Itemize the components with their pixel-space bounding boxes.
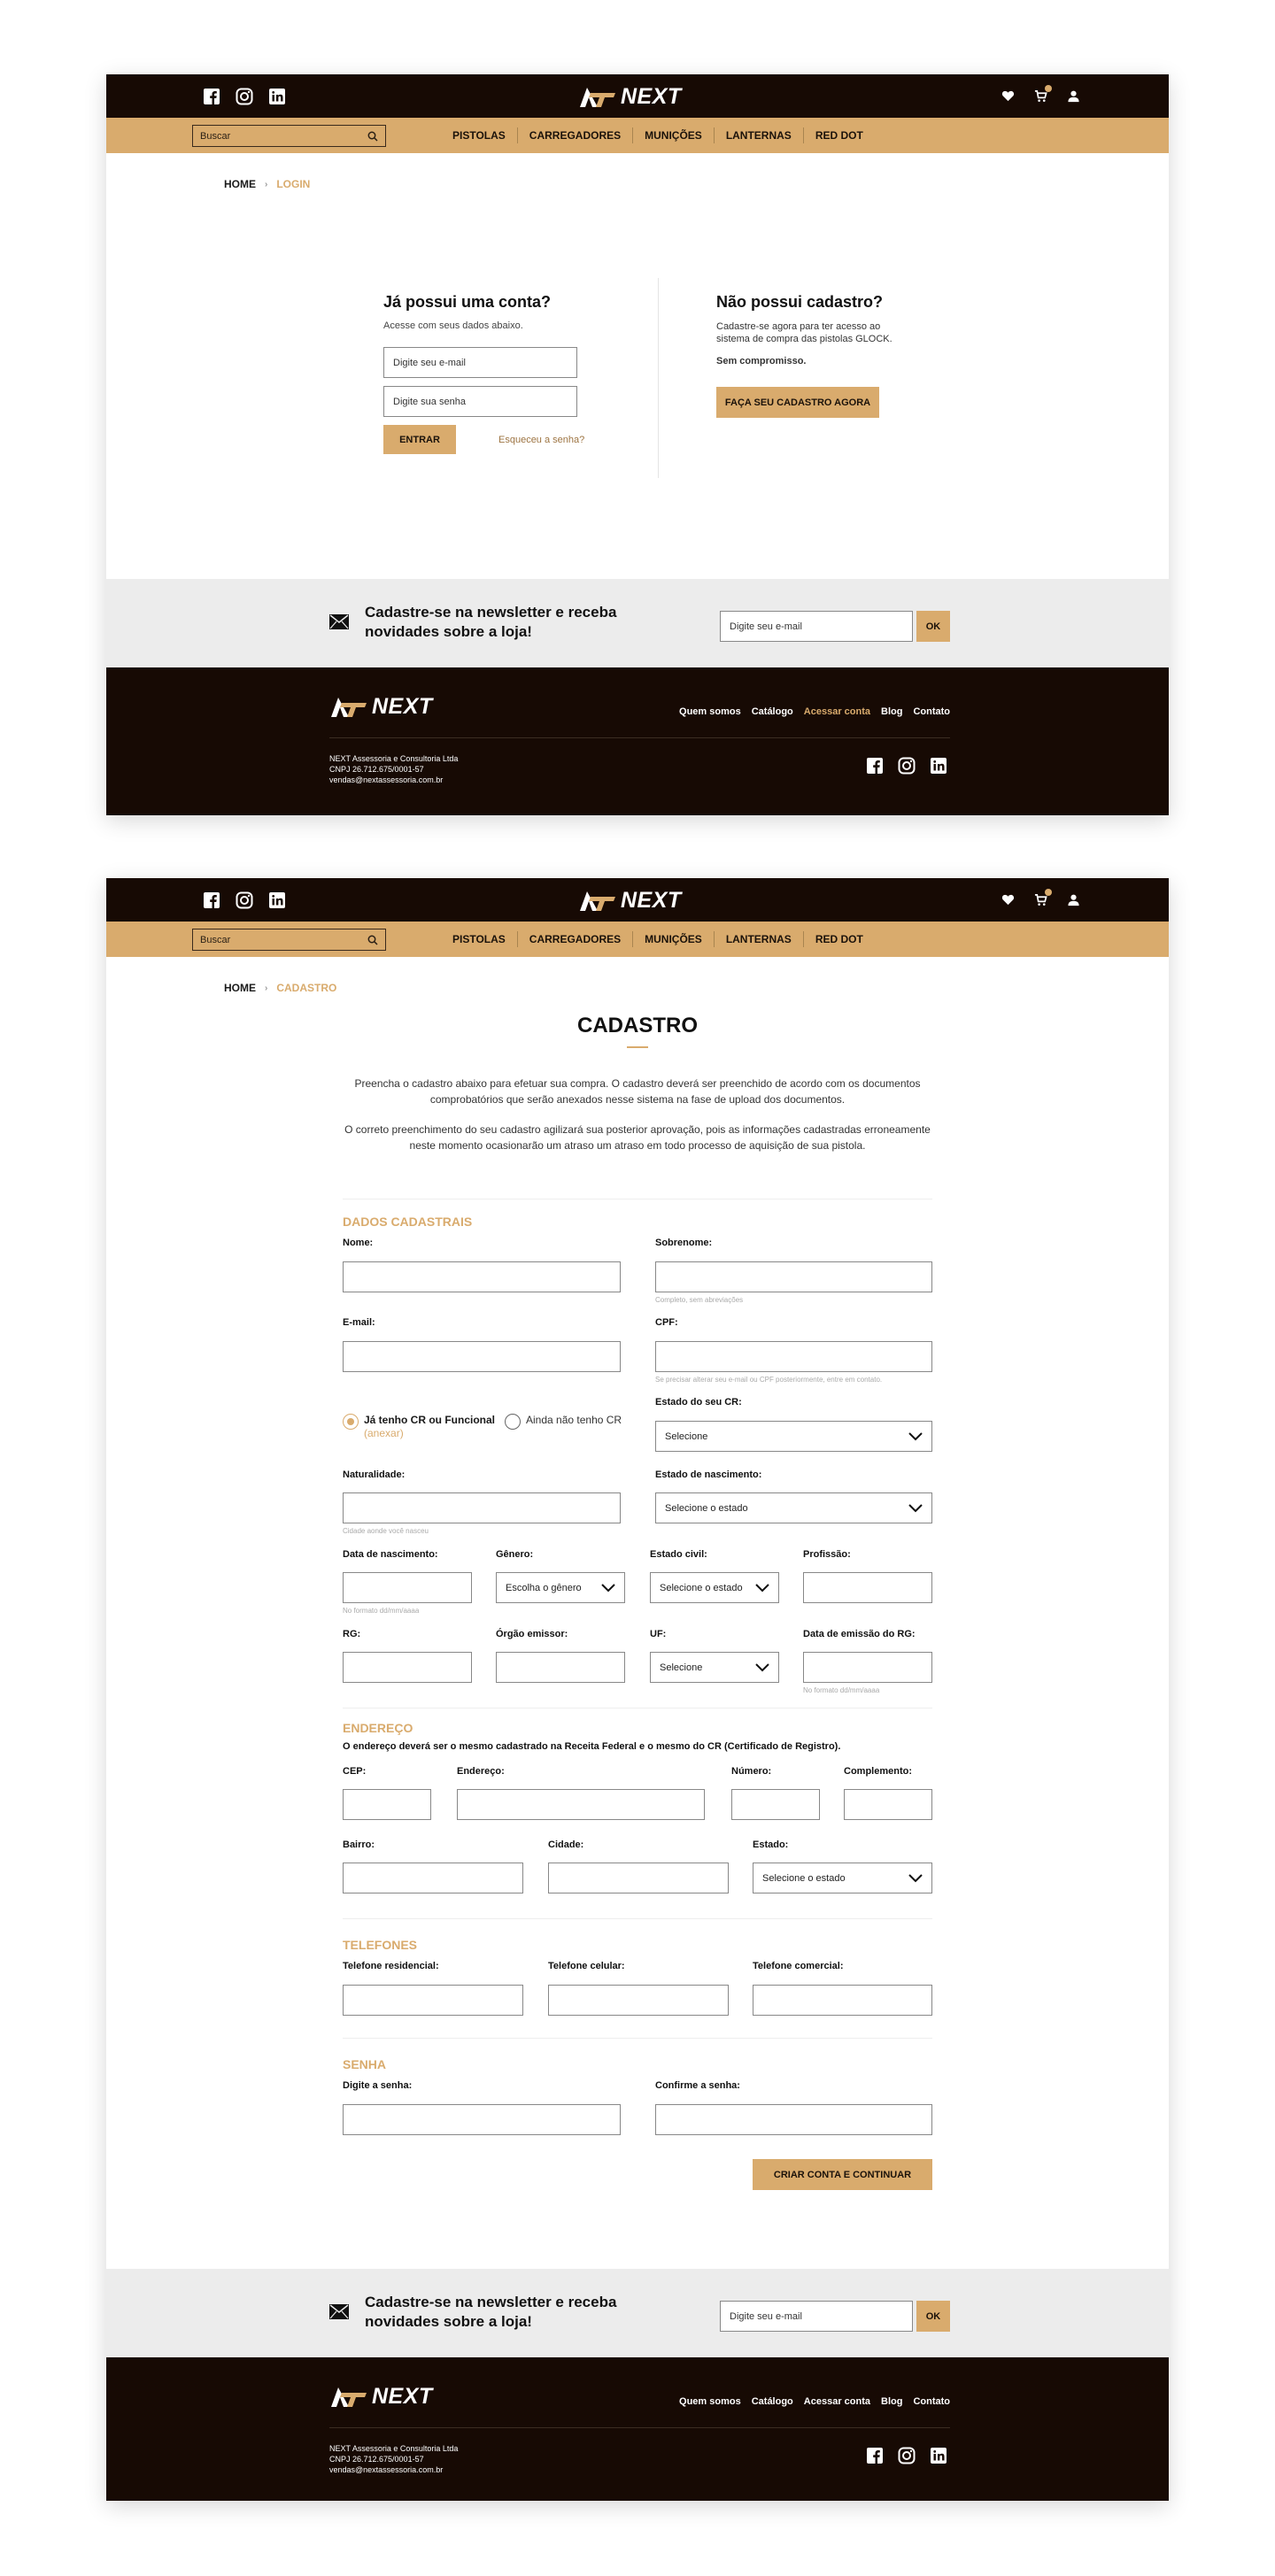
estado-cr-select[interactable] [655, 1421, 932, 1452]
footer [106, 667, 1169, 815]
logo-mark-icon [578, 890, 617, 913]
nav-municoes[interactable]: MUNIÇÕES [632, 127, 714, 143]
email-input[interactable] [343, 1341, 621, 1372]
naturalidade-input[interactable] [343, 1492, 621, 1523]
nav-bar [106, 922, 1169, 957]
senha-input[interactable] [343, 2104, 621, 2135]
cidade-input[interactable] [548, 1863, 729, 1893]
footer-links [679, 2396, 950, 2407]
search-box[interactable] [192, 125, 386, 147]
uf-select[interactable] [650, 1652, 779, 1683]
company-name: NEXT Assessoria e Consultoria Ltda [329, 2444, 459, 2453]
footer-company-info [329, 753, 458, 785]
footer-link-acessar-conta[interactable]: Acessar conta [803, 2396, 870, 2407]
estado-nascimento-value: Selecione o estado [665, 1502, 748, 1514]
complemento-input[interactable] [844, 1789, 932, 1820]
company-cnpj: CNPJ 26.712.675/0001-57 [329, 765, 424, 774]
section-divider [343, 1918, 932, 1919]
nav-pistolas[interactable]: PISTOLAS [452, 129, 506, 142]
main-nav [441, 922, 875, 957]
instagram-icon[interactable] [236, 88, 253, 105]
hint-data-emissao-rg: No formato dd/mm/aaaa [803, 1686, 880, 1694]
footer-divider [329, 2427, 950, 2428]
label-data-nascimento: Data de nascimento: [343, 1549, 438, 1560]
address-note: O endereço deverá ser o mesmo cadastrado na Receita Federal e o mesmo do CR (Certificado de Registro). [343, 1741, 841, 1752]
sobrenome-input[interactable] [655, 1261, 932, 1292]
estado-cr-value: Selecione [665, 1431, 708, 1442]
breadcrumb-current: CADASTRO [276, 982, 337, 994]
nav-red-dot[interactable]: RED DOT [803, 931, 875, 947]
hint-sobrenome: Completo, sem abreviações [655, 1296, 744, 1304]
newsletter-bar [106, 579, 1169, 667]
cep-input[interactable] [343, 1789, 431, 1820]
footer-link-catalogo[interactable]: Catálogo [751, 2396, 793, 2407]
radio-no-cr-label: Ainda não tenho CR [526, 1414, 622, 1426]
cart-badge [1045, 85, 1052, 92]
radio-has-cr-label: Já tenho CR ou Funcional [364, 1414, 496, 1426]
newsletter-ok-button[interactable]: OK [916, 2301, 950, 2332]
hint-cpf: Se precisar alterar seu e-mail ou CPF posteriormente, entre em contato. [655, 1376, 883, 1384]
footer-link-contato[interactable]: Contato [913, 706, 950, 717]
footer-company-info [329, 2443, 458, 2475]
label-data-emissao-rg: Data de emissão do RG: [803, 1629, 916, 1639]
user-icon[interactable] [1067, 893, 1080, 906]
hint-naturalidade: Cidade aonde você nasceu [343, 1527, 429, 1535]
bairro-input[interactable] [343, 1863, 523, 1893]
footer-link-quem-somos[interactable]: Quem somos [679, 2396, 741, 2407]
login-title: Já possui uma conta? [383, 293, 552, 311]
linkedin-icon[interactable] [930, 757, 947, 775]
breadcrumb-home[interactable]: HOME [224, 982, 256, 994]
label-bairro: Bairro: [343, 1839, 375, 1850]
footer-social [866, 2447, 947, 2464]
social-links [203, 891, 286, 909]
label-cidade: Cidade: [548, 1839, 584, 1850]
footer-link-blog[interactable]: Blog [881, 706, 903, 717]
attach-link[interactable]: (anexar) [364, 1427, 404, 1439]
search-box[interactable] [192, 929, 386, 951]
footer-link-catalogo[interactable]: Catálogo [751, 706, 793, 717]
column-divider [658, 278, 659, 478]
login-subtitle: Acesse com seus dados abaixo. [383, 320, 523, 331]
uf-value: Selecione [660, 1662, 703, 1673]
utility-icons [1001, 893, 1080, 906]
radio-circle-selected[interactable] [343, 1414, 359, 1430]
data-emissao-rg-input[interactable] [803, 1652, 932, 1683]
nav-carregadores[interactable]: CARREGADORES [517, 127, 632, 143]
intro-paragraph-1: Preencha o cadastro abaixo para efetuar sua compra. O cadastro deverá ser preenchido de acordo com os documentos comprobatórios que serão anexados nesse sistema na fase de upload dos documentos. [354, 1077, 921, 1106]
mail-icon [329, 614, 349, 629]
chevron-down-icon [908, 1432, 923, 1441]
footer-logo[interactable] [329, 694, 433, 720]
login-page [106, 74, 1169, 815]
chevron-right-icon: › [265, 179, 268, 189]
rg-input[interactable] [343, 1652, 472, 1683]
heart-icon[interactable] [1001, 893, 1015, 906]
login-button[interactable]: ENTRAR [383, 425, 456, 454]
radio-no-cr[interactable] [505, 1414, 622, 1430]
main-nav [441, 118, 875, 153]
intro-paragraph-2: O correto preenchimento do seu cadastro agilizará sua posterior aprovação, pois as informações cadastradas erroneamente neste momento ocasionarão um atraso um atraso em todo processo de aquisição de sua pistola. [344, 1123, 931, 1152]
nav-pistolas[interactable]: PISTOLAS [452, 933, 506, 945]
footer-logo[interactable] [329, 2384, 433, 2410]
page-title: CADASTRO [577, 1014, 698, 1037]
forgot-password-link[interactable]: Esqueceu a senha? [498, 434, 585, 445]
brand-name: NEXT [621, 888, 682, 913]
label-senha: Digite a senha: [343, 2080, 413, 2091]
instagram-icon[interactable] [898, 2447, 916, 2464]
estado-nascimento-select[interactable] [655, 1492, 932, 1523]
label-nome: Nome: [343, 1238, 374, 1248]
label-cpf: CPF: [655, 1317, 678, 1328]
signup-button[interactable]: FAÇA SEU CADASTRO AGORA [716, 387, 879, 418]
label-uf: UF: [650, 1629, 667, 1639]
endereco-input[interactable] [457, 1789, 705, 1820]
label-estado-cr: Estado do seu CR: [655, 1397, 742, 1408]
section-title-password: SENHA [343, 2057, 387, 2071]
brand-logo[interactable] [578, 888, 682, 914]
facebook-icon[interactable] [866, 2447, 884, 2464]
label-naturalidade: Naturalidade: [343, 1469, 406, 1480]
label-estado-civil: Estado civil: [650, 1549, 707, 1560]
breadcrumb-current: LOGIN [276, 178, 311, 190]
linkedin-icon[interactable] [268, 88, 286, 105]
breadcrumb [224, 982, 336, 994]
numero-input[interactable] [731, 1789, 820, 1820]
heart-icon[interactable] [1001, 89, 1015, 103]
footer-divider [329, 737, 950, 738]
nav-lanternas[interactable]: LANTERNAS [714, 931, 803, 947]
social-links [203, 88, 286, 105]
chevron-down-icon [908, 1874, 923, 1883]
footer-link-acessar-conta[interactable]: Acessar conta [803, 706, 870, 717]
nome-input[interactable] [343, 1261, 621, 1292]
label-genero: Gênero: [496, 1549, 534, 1560]
label-cep: CEP: [343, 1766, 367, 1777]
footer-link-blog[interactable]: Blog [881, 2396, 903, 2407]
title-underline [627, 1046, 648, 1048]
chevron-down-icon [601, 1584, 615, 1593]
profissao-input[interactable] [803, 1572, 932, 1603]
label-numero: Número: [731, 1766, 772, 1777]
breadcrumb [224, 178, 310, 190]
linkedin-icon[interactable] [268, 891, 286, 909]
newsletter-email-input[interactable]: Digite seu e-mail [720, 611, 913, 642]
confirme-senha-input[interactable] [655, 2104, 932, 2135]
section-title-personal: DADOS CADASTRAIS [343, 1215, 473, 1229]
logo-mark-icon [329, 2386, 368, 2409]
top-bar [106, 878, 1169, 922]
nav-bar [106, 118, 1169, 153]
chevron-right-icon: › [265, 983, 268, 993]
label-telefone-comercial: Telefone comercial: [753, 1961, 844, 1971]
footer-brand-name: NEXT [372, 2384, 433, 2409]
user-icon[interactable] [1067, 89, 1080, 103]
cart-button[interactable] [1034, 89, 1047, 103]
signup-text: Cadastre-se agora para ter acesso ao sistema de compra das pistolas GLOCK. [716, 321, 892, 344]
facebook-icon[interactable] [866, 757, 884, 775]
genero-value: Escolha o gênero [506, 1582, 582, 1593]
top-bar [106, 74, 1169, 118]
cart-badge [1045, 889, 1052, 896]
label-sobrenome: Sobrenome: [655, 1238, 713, 1248]
logo-mark-icon [578, 86, 617, 109]
instagram-icon[interactable] [898, 757, 916, 775]
newsletter-ok-button[interactable]: OK [916, 611, 950, 642]
cpf-input[interactable] [655, 1341, 932, 1372]
utility-icons [1001, 89, 1080, 103]
label-telefone-residencial: Telefone residencial: [343, 1961, 439, 1971]
search-input[interactable]: Buscar [200, 130, 231, 142]
footer-social [866, 757, 947, 775]
label-telefone-celular: Telefone celular: [548, 1961, 625, 1971]
section-divider [343, 2038, 932, 2039]
facebook-icon[interactable] [203, 88, 220, 105]
search-input[interactable]: Buscar [200, 934, 231, 945]
label-confirme-senha: Confirme a senha: [655, 2080, 740, 2091]
nav-carregadores[interactable]: CARREGADORES [517, 931, 632, 947]
instagram-icon[interactable] [236, 891, 253, 909]
brand-name: NEXT [621, 84, 682, 109]
search-icon[interactable] [367, 131, 378, 142]
chevron-down-icon [755, 1663, 769, 1672]
newsletter-text: Cadastre-se na newsletter e receba novidades sobre a loja! [365, 604, 617, 640]
radio-circle[interactable] [505, 1414, 521, 1430]
label-estado: Estado: [753, 1839, 789, 1850]
telefone-residencial-input[interactable] [343, 1985, 523, 2016]
breadcrumb-home[interactable]: HOME [224, 178, 256, 190]
genero-select[interactable] [496, 1572, 625, 1603]
company-email[interactable]: vendas@nextassessoria.com.br [329, 2465, 444, 2474]
footer-brand-name: NEXT [372, 694, 433, 719]
footer-links [679, 706, 950, 717]
footer-link-quem-somos[interactable]: Quem somos [679, 706, 741, 717]
section-title-address: ENDEREÇO [343, 1721, 413, 1735]
chevron-down-icon [908, 1504, 923, 1513]
search-icon[interactable] [367, 935, 378, 945]
estado-civil-value: Selecione o estado [660, 1582, 743, 1593]
telefone-comercial-input[interactable] [753, 1985, 932, 2016]
signup-note: Sem compromisso. [716, 356, 807, 366]
label-rg: RG: [343, 1629, 361, 1639]
facebook-icon[interactable] [203, 891, 220, 909]
estado-select[interactable] [753, 1863, 932, 1893]
cart-button[interactable] [1034, 893, 1047, 906]
nav-red-dot[interactable]: RED DOT [803, 127, 875, 143]
label-orgao-emissor: Órgão emissor: [496, 1629, 568, 1639]
label-profissao: Profissão: [803, 1549, 851, 1560]
label-complemento: Complemento: [844, 1766, 912, 1777]
newsletter-bar [106, 2269, 1169, 2357]
data-nascimento-input[interactable] [343, 1572, 472, 1603]
telefone-celular-input[interactable] [548, 1985, 729, 2016]
section-title-phones: TELEFONES [343, 1938, 418, 1952]
login-form [383, 293, 614, 454]
newsletter-text: Cadastre-se na newsletter e receba novidades sobre a loja! [365, 2294, 617, 2330]
signup-promo [716, 293, 929, 418]
footer [106, 2357, 1169, 2501]
company-email[interactable]: vendas@nextassessoria.com.br [329, 775, 444, 784]
signup-title: Não possui cadastro? [716, 293, 884, 311]
label-endereco: Endereço: [457, 1766, 505, 1777]
radio-has-cr[interactable] [343, 1414, 495, 1440]
mail-icon [329, 2304, 349, 2319]
logo-mark-icon [329, 696, 368, 719]
orgao-emissor-input[interactable] [496, 1652, 625, 1683]
linkedin-icon[interactable] [930, 2447, 947, 2464]
estado-value: Selecione o estado [762, 1872, 846, 1884]
company-name: NEXT Assessoria e Consultoria Ltda [329, 754, 459, 763]
newsletter-email-input[interactable]: Digite seu e-mail [720, 2301, 913, 2332]
login-email-input[interactable]: Digite seu e-mail [383, 347, 577, 378]
chevron-down-icon [755, 1584, 769, 1593]
brand-logo[interactable] [578, 84, 682, 110]
create-account-button[interactable]: CRIAR CONTA E CONTINUAR [753, 2159, 932, 2190]
estado-civil-select[interactable] [650, 1572, 779, 1603]
footer-link-contato[interactable]: Contato [913, 2396, 950, 2407]
company-cnpj: CNPJ 26.712.675/0001-57 [329, 2455, 424, 2464]
label-estado-nascimento: Estado de nascimento: [655, 1469, 762, 1480]
hint-data-nascimento: No formato dd/mm/aaaa [343, 1607, 420, 1615]
nav-municoes[interactable]: MUNIÇÕES [632, 931, 714, 947]
nav-lanternas[interactable]: LANTERNAS [714, 127, 803, 143]
label-email: E-mail: [343, 1317, 375, 1328]
login-password-input[interactable]: Digite sua senha [383, 386, 577, 417]
register-page [106, 878, 1169, 2501]
